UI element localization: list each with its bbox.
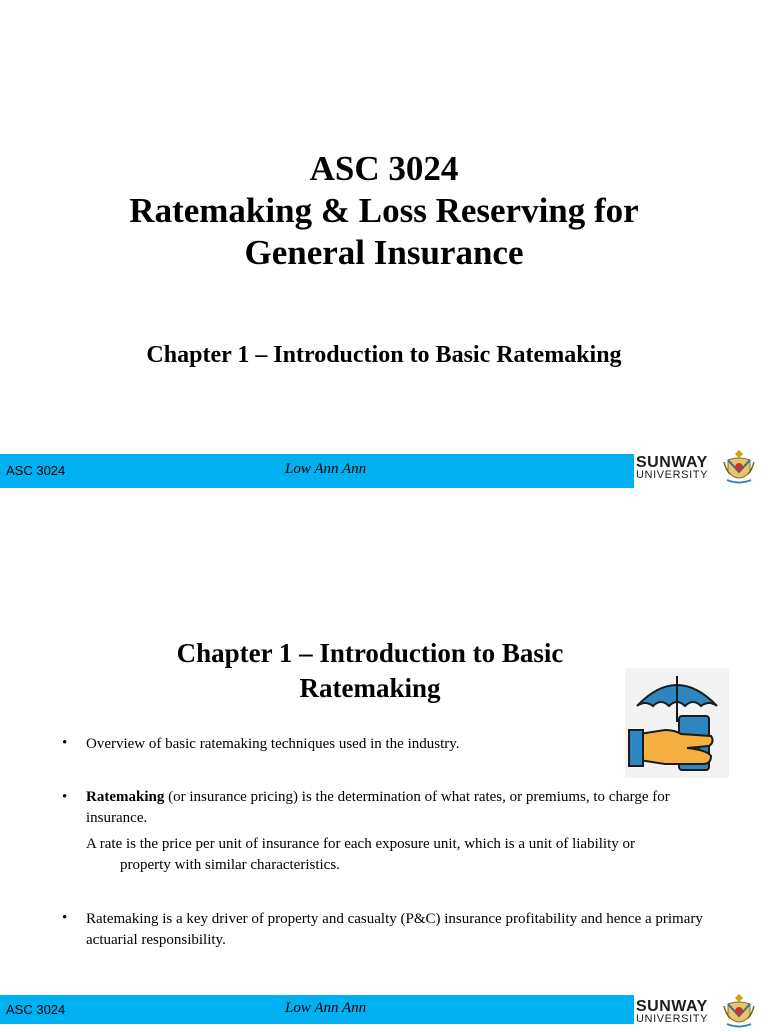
footer-course-code: ASC 3024 xyxy=(6,1002,66,1017)
slide-subtitle: Chapter 1 – Introduction to Basic Ratemaking xyxy=(146,342,622,368)
content-slide xyxy=(0,512,768,1024)
definition-paragraph xyxy=(86,834,686,876)
slide-title xyxy=(0,148,768,274)
footer-author: Low Ann Ann xyxy=(285,461,367,477)
crest-icon xyxy=(722,448,756,486)
bullet-3-body: Ratemaking is a key driver of property and casualty (P&C) insurance profitability and hence a primary actuarial responsibility. xyxy=(86,911,703,948)
university-logo xyxy=(636,992,768,1032)
bullet-1-body: Overview of basic ratemaking techniques used in the industry. xyxy=(86,736,460,752)
bullet-marker: • xyxy=(62,735,68,751)
definition-line-1: A rate is the price per unit of insurance for each exposure unit, which is a unit of liability or xyxy=(86,836,636,852)
university-logo xyxy=(636,448,768,488)
title-line-1: Chapter 1 – Introduction to Basic xyxy=(176,638,564,668)
title-line-2: Ratemaking xyxy=(299,673,441,703)
bullet-marker: • xyxy=(62,789,68,805)
logo-word-university: UNIVERSITY xyxy=(636,1013,709,1025)
footer-course-code: ASC 3024 xyxy=(6,463,66,478)
title-line-3: General Insurance xyxy=(244,233,524,272)
footer-bar xyxy=(0,454,634,488)
definition-line-2: property with similar characteristics. xyxy=(120,857,340,873)
logo-word-sunway: SUNWAY xyxy=(636,998,708,1015)
bullet-2-bold: Ratemaking xyxy=(86,789,165,805)
bullet-marker: • xyxy=(62,910,68,926)
title-line-1: ASC 3024 xyxy=(309,149,459,188)
logo-word-university: UNIVERSITY xyxy=(636,469,709,481)
footer-author: Low Ann Ann xyxy=(285,1000,367,1016)
bullet-1-text xyxy=(86,734,706,755)
logo-word-sunway: SUNWAY xyxy=(636,454,708,471)
footer-bar xyxy=(0,995,634,1024)
bullet-2-body: (or insurance pricing) is the determination of what rates, or premiums, to charge for insurance. xyxy=(86,789,670,826)
bullet-3-text xyxy=(86,909,706,951)
umbrella-hand-icon xyxy=(625,668,729,778)
title-slide xyxy=(0,0,768,512)
bullet-2-text xyxy=(86,787,716,829)
title-line-2: Ratemaking & Loss Reserving for xyxy=(129,191,639,230)
crest-icon xyxy=(722,992,756,1030)
